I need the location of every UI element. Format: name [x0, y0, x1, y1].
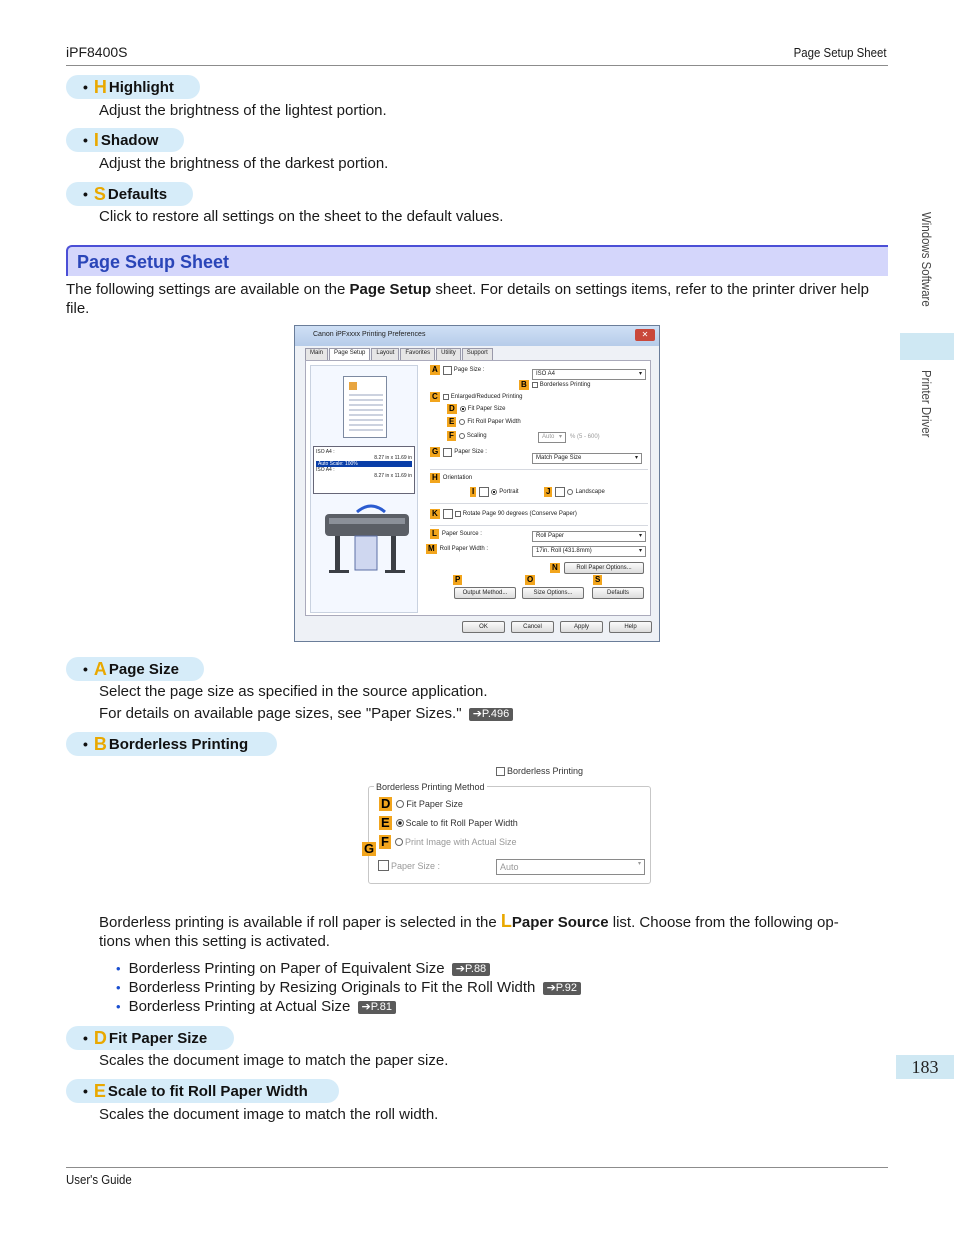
- landscape-radio[interactable]: [567, 489, 573, 495]
- divider: [430, 469, 648, 470]
- side-label-windows-software[interactable]: Windows Software: [919, 212, 934, 307]
- tab-layout[interactable]: Layout: [371, 348, 399, 360]
- scaling-row: [447, 431, 487, 441]
- rotate-label: Rotate Page 90 degrees (Conserve Paper): [462, 511, 577, 517]
- item-letter: L: [500, 911, 512, 931]
- item-letter: B: [93, 733, 107, 754]
- bl-paper-size-select[interactable]: Auto ▾: [496, 859, 645, 875]
- callout-letter: F: [449, 431, 454, 440]
- bullet: •: [83, 661, 88, 677]
- page-ref-link[interactable]: ➔P.88: [452, 963, 490, 976]
- ok-button[interactable]: OK: [462, 621, 505, 633]
- borderless-group-title: Borderless Printing Method: [376, 782, 485, 792]
- enlarged-row: [430, 392, 523, 402]
- desc-text: Borderless printing is available if roll paper is selected in the: [99, 914, 501, 931]
- item-letter: S: [93, 183, 106, 204]
- fit-roll-label: Fit Roll Paper Width: [467, 419, 521, 425]
- footer-text: User's Guide: [66, 1172, 132, 1187]
- page-size-row: [430, 365, 484, 375]
- item-page-size-pill: [66, 657, 204, 681]
- roll-options-callout: [550, 563, 563, 573]
- paper-size-icon: [378, 860, 389, 871]
- item-letter: H: [93, 76, 107, 97]
- portrait-label: Portrait: [499, 489, 519, 495]
- roll-options-button[interactable]: Roll Paper Options...: [564, 562, 644, 574]
- tab-support[interactable]: Support: [462, 348, 493, 360]
- bullet: •: [83, 1083, 88, 1099]
- callout-letter: F: [381, 834, 389, 849]
- portrait-row: [470, 487, 519, 497]
- paper-source-label: Paper Source :: [441, 531, 482, 537]
- auto-scale-line: Auto Scale: 100%: [316, 461, 412, 467]
- item-desc: Adjust the brightness of the lightest portion.: [99, 102, 387, 119]
- paper-size-select[interactable]: Match Page Size ▾: [532, 453, 642, 464]
- intro-bold: Page Setup: [349, 281, 432, 298]
- sub-bullet-item: [116, 998, 396, 1015]
- dialog-body: [305, 360, 651, 616]
- landscape-label: Landscape: [575, 489, 605, 495]
- fit-paper-row: [447, 404, 505, 414]
- bullet: •: [83, 79, 88, 95]
- paper-size-icon: [443, 448, 452, 457]
- defaults-callout: [593, 575, 605, 585]
- callout-letter: D: [449, 404, 455, 413]
- bullet: •: [116, 999, 121, 1014]
- callout-letter: K: [432, 509, 438, 518]
- close-icon[interactable]: ✕: [635, 329, 655, 341]
- footer-rule: [66, 1167, 888, 1168]
- item-fit-paper-pill: [66, 1026, 234, 1050]
- tab-utility[interactable]: Utility: [436, 348, 461, 360]
- item-letter: E: [93, 1080, 106, 1101]
- intro-text: sheet. For details on settings items, refer to the printer driver help file.: [66, 281, 869, 317]
- item-desc: Adjust the brightness of the darkest portion.: [99, 155, 389, 172]
- borderless-label: Borderless Printing: [539, 382, 591, 388]
- borderless-checkbox-label: Borderless Printing: [507, 766, 584, 776]
- desc-text: list. Choose from the following op-: [608, 914, 839, 931]
- item-desc: Scales the document image to match the paper size.: [99, 1052, 449, 1069]
- tab-main[interactable]: Main: [305, 348, 328, 360]
- intro-text: The following settings are available on the: [66, 281, 350, 298]
- callout-letter: A: [432, 365, 438, 374]
- page-number: 183: [896, 1055, 954, 1079]
- item-label: Borderless Printing: [108, 735, 249, 753]
- divider: [430, 525, 648, 526]
- borderless-checkbox-row: [496, 766, 583, 776]
- size-line: ISO A4 :: [316, 467, 335, 473]
- callout-letter: M: [428, 544, 435, 553]
- callout-letter: I: [472, 487, 475, 496]
- bullet: •: [83, 186, 88, 202]
- size-options-callout: [525, 575, 538, 585]
- callout-letter: L: [432, 529, 437, 538]
- tab-favorites[interactable]: Favorites: [400, 348, 435, 360]
- fit-roll-row: [447, 417, 521, 427]
- orientation-row: [430, 473, 472, 483]
- borderless-panel: [360, 762, 656, 888]
- callout-letter: O: [527, 575, 534, 584]
- sub-bullet-item: [116, 979, 581, 996]
- item-highlight-pill: [66, 75, 200, 99]
- callout-letter: H: [432, 473, 438, 482]
- paper-size-row: [430, 447, 487, 457]
- apply-button[interactable]: Apply: [560, 621, 603, 633]
- callout-letter: E: [449, 417, 455, 426]
- page-size-select[interactable]: ISO A4 ▾: [532, 369, 646, 380]
- item-label: Defaults: [107, 185, 168, 203]
- callout-letter: P: [455, 575, 461, 584]
- borderless-desc: [99, 912, 879, 951]
- borderless-checkbox[interactable]: [532, 382, 538, 388]
- callout-letter: S: [595, 575, 601, 584]
- callout-letter: J: [546, 487, 551, 496]
- item-desc: Click to restore all settings on the sheet to the default values.: [99, 208, 504, 225]
- callout-letter: N: [552, 563, 558, 572]
- dialog-tabs: [305, 348, 494, 360]
- size-options-button[interactable]: Size Options...: [522, 587, 584, 599]
- item-label: Fit Paper Size: [108, 1029, 208, 1047]
- fit-paper-label: Fit Paper Size: [406, 799, 463, 809]
- printer-illustration-icon: [321, 500, 413, 578]
- cancel-button[interactable]: Cancel: [511, 621, 554, 633]
- bullet: •: [83, 736, 88, 752]
- bullet: •: [83, 132, 88, 148]
- item-desc-ref: [99, 705, 513, 722]
- callout-letter: G: [364, 841, 375, 856]
- divider: [430, 503, 648, 504]
- bl-actual-row: [379, 835, 517, 849]
- sub-bullet-text: Borderless Printing on Paper of Equivalent Size: [128, 960, 445, 977]
- bullet: •: [116, 980, 121, 995]
- item-letter: A: [93, 658, 107, 679]
- page-ref-link[interactable]: ➔P.92: [543, 982, 581, 995]
- rotate-row: [430, 509, 577, 519]
- bl-paper-size-callout: [362, 842, 380, 856]
- item-letter: D: [93, 1027, 107, 1048]
- landscape-icon: [555, 487, 565, 497]
- item-letter: I: [93, 129, 99, 150]
- page-size-label: Page Size :: [453, 367, 485, 373]
- scale-roll-radio[interactable]: [396, 819, 404, 827]
- item-label: Highlight: [108, 78, 174, 96]
- page-ref-link[interactable]: ➔P.81: [358, 1001, 396, 1014]
- scale-roll-label: Scale to fit Roll Paper Width: [405, 818, 518, 828]
- fit-paper-radio[interactable]: [396, 800, 404, 808]
- preview-pane: [310, 365, 418, 613]
- size-info-box: [313, 446, 415, 494]
- item-shadow-pill: [66, 128, 184, 152]
- paper-size-label: Paper Size :: [454, 449, 487, 455]
- bullet: •: [83, 1030, 88, 1046]
- output-method-button[interactable]: Output Method...: [454, 587, 516, 599]
- paper-size-label: Paper Size :: [391, 860, 441, 871]
- bl-fit-paper-row: [379, 797, 463, 811]
- printing-preferences-dialog: [294, 325, 660, 642]
- landscape-row: [544, 487, 605, 497]
- callout-letter: E: [381, 815, 390, 830]
- item-desc: For details on available page sizes, see "Paper Sizes.": [99, 705, 462, 722]
- fit-roll-radio[interactable]: [459, 419, 465, 425]
- page-size-icon: [443, 366, 452, 375]
- size-line: ISO A4 :: [316, 449, 335, 455]
- rotate-icon: [443, 509, 453, 519]
- bl-paper-size-row: [378, 860, 440, 871]
- roll-width-row: [426, 544, 488, 554]
- item-borderless-pill: [66, 732, 277, 756]
- borderless-checkbox[interactable]: [496, 767, 505, 776]
- side-label-printer-driver[interactable]: Printer Driver: [919, 370, 934, 438]
- callout-letter: D: [381, 796, 391, 811]
- portrait-radio[interactable]: [491, 489, 497, 495]
- sub-bullet-text: Borderless Printing by Resizing Originals to Fit the Roll Width: [128, 979, 536, 996]
- item-desc: Select the page size as specified in the source application.: [99, 683, 488, 700]
- page-ref-link[interactable]: ➔P.496: [469, 708, 514, 721]
- help-button[interactable]: Help: [609, 621, 652, 633]
- header-model: iPF8400S: [66, 44, 128, 60]
- scaling-input[interactable]: Auto ▾: [538, 432, 566, 443]
- callout-letter: C: [432, 392, 438, 401]
- section-intro: [66, 280, 876, 318]
- defaults-button[interactable]: Defaults: [592, 587, 644, 599]
- scaling-radio[interactable]: [459, 433, 465, 439]
- item-desc: Scales the document image to match the roll width.: [99, 1106, 439, 1123]
- callout-letter: G: [432, 447, 439, 456]
- section-title: Page Setup Sheet: [66, 245, 888, 276]
- scaling-label: Scaling: [466, 433, 487, 439]
- bl-scale-roll-row: [379, 816, 518, 830]
- roll-width-select[interactable]: 17in. Roll (431.8mm) ▾: [532, 546, 646, 557]
- actual-label: Print Image with Actual Size: [404, 837, 517, 847]
- paper-source-row: [430, 529, 482, 539]
- item-scale-roll-pill: [66, 1079, 339, 1103]
- callout-letter: B: [521, 380, 527, 389]
- actual-radio[interactable]: [395, 838, 403, 846]
- bullet: •: [116, 961, 121, 976]
- borderless-row: [519, 380, 590, 390]
- dialog-titlebar: [295, 326, 659, 346]
- size-line: 8.27 in x 11.69 in: [374, 455, 412, 461]
- output-method-callout: [453, 575, 465, 585]
- preview-page-graphic: [344, 377, 388, 439]
- dialog-title: Canon iPFxxxx Printing Preferences: [313, 331, 426, 338]
- header-rule: [66, 65, 888, 66]
- side-tab-indicator: [900, 333, 954, 360]
- roll-width-label: Roll Paper Width :: [439, 546, 489, 552]
- item-label: Scale to fit Roll Paper Width: [107, 1082, 308, 1100]
- item-label: Shadow: [100, 131, 159, 149]
- size-line: 8.27 in x 11.69 in: [374, 473, 412, 479]
- item-label: Page Size: [108, 660, 179, 678]
- orientation-label: Orientation: [442, 475, 473, 481]
- desc-text: tions when this setting is activated.: [99, 933, 330, 950]
- preview-page: [343, 376, 387, 438]
- sub-bullet-item: [116, 960, 490, 977]
- fit-paper-radio[interactable]: [460, 406, 466, 412]
- paper-source-select[interactable]: Roll Paper ▾: [532, 531, 646, 542]
- portrait-icon: [479, 487, 489, 497]
- fit-paper-label: Fit Paper Size: [467, 406, 506, 412]
- enlarged-label: Enlarged/Reduced Printing: [450, 394, 523, 400]
- scaling-range: % (5 - 600): [570, 434, 600, 440]
- sub-bullet-text: Borderless Printing at Actual Size: [128, 998, 351, 1015]
- desc-bold: Paper Source: [511, 914, 609, 931]
- tab-page-setup[interactable]: Page Setup: [329, 348, 370, 360]
- rotate-checkbox[interactable]: [455, 511, 461, 517]
- item-defaults-pill: [66, 182, 193, 206]
- enlarged-checkbox[interactable]: [443, 394, 449, 400]
- header-section: Page Setup Sheet: [794, 45, 887, 60]
